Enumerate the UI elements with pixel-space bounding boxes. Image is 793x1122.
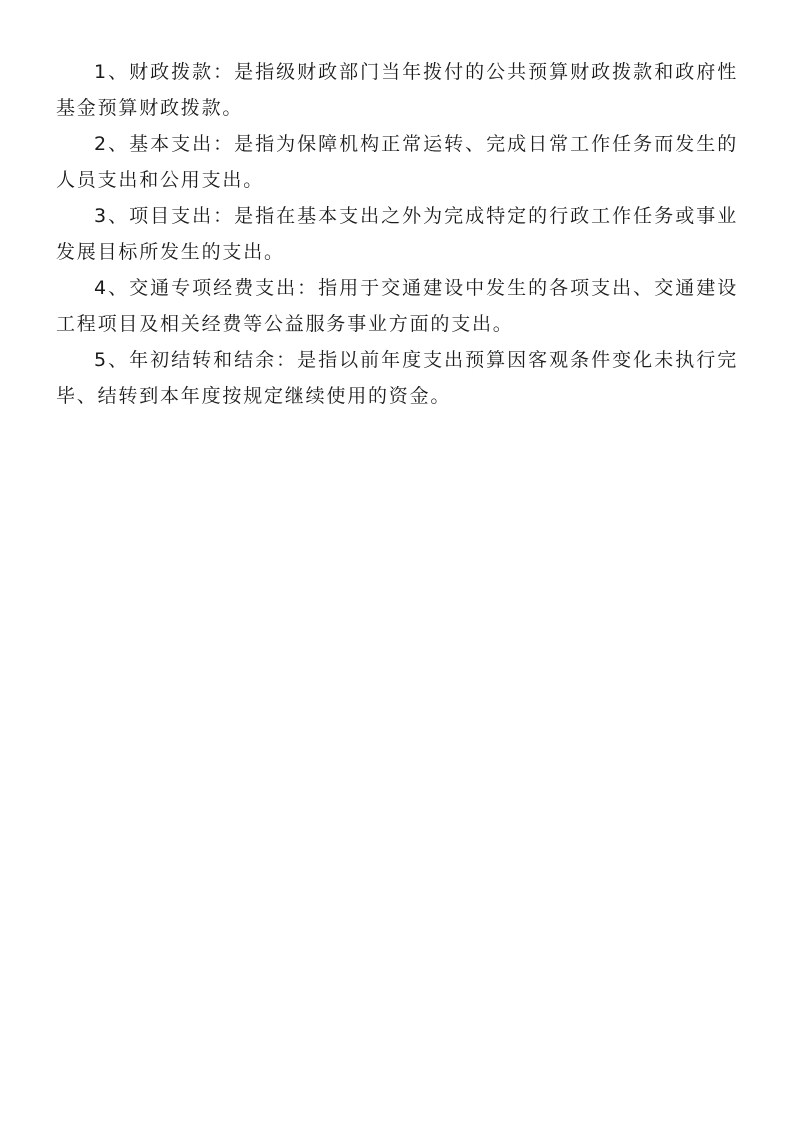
definition-paragraph-3: 3、项目支出：是指在基本支出之外为完成特定的行政工作任务或事业发展目标所发生的支出。: [56, 205, 738, 263]
definition-paragraph-1: 1、财政拨款：是指级财政部门当年拨付的公共预算财政拨款和政府性基金预算财政拨款。: [56, 61, 738, 119]
definition-paragraph-4: 4、交通专项经费支出：指用于交通建设中发生的各项支出、交通建设工程项目及相关经费等公益服务事业方面的支出。: [56, 277, 738, 335]
definition-paragraph-2: 2、基本支出：是指为保障机构正常运转、完成日常工作任务而发生的人员支出和公用支出。: [56, 133, 738, 191]
definition-paragraph-5: 5、年初结转和结余：是指以前年度支出预算因客观条件变化未执行完毕、结转到本年度按规定继续使用的资金。: [56, 349, 738, 407]
definitions-list: [56, 54, 738, 414]
